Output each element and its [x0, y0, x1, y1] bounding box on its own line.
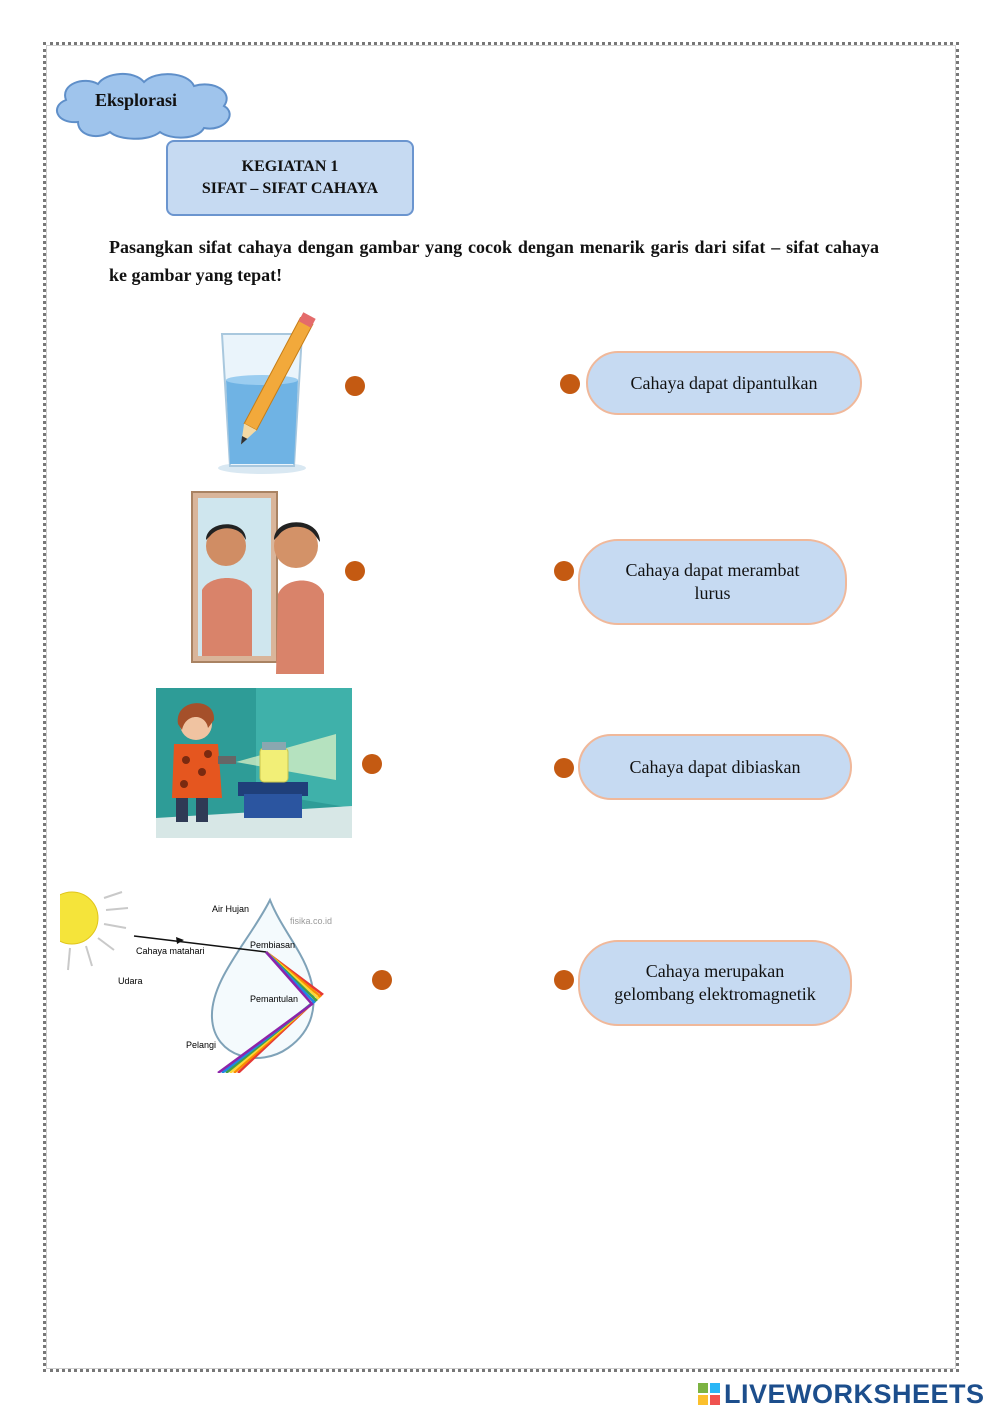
raindrop-rainbow-diagram-icon: [60, 890, 366, 1073]
label-fisika: fisika.co.id: [290, 916, 333, 926]
option-4-dot[interactable]: [554, 970, 574, 990]
option-2-text-line1: Cahaya dapat merambat: [625, 560, 800, 580]
picture-1-dot[interactable]: [345, 376, 365, 396]
option-2-text-line2: lurus: [694, 583, 731, 603]
activity-title: KEGIATAN 1: [241, 158, 339, 175]
label-cahaya-matahari: Cahaya matahari: [136, 946, 205, 956]
picture-2-dot[interactable]: [345, 561, 365, 581]
liveworksheets-logo: [698, 1378, 985, 1410]
option-4-pill: [578, 940, 852, 1026]
activity-title-box: [166, 140, 414, 216]
option-2-pill: [578, 539, 847, 625]
picture-3-dot[interactable]: [362, 754, 382, 774]
boy-looking-in-mirror-icon: [190, 490, 325, 675]
option-4-text-line2: gelombang elektromagnetik: [614, 984, 816, 1004]
liveworksheets-mark-icon: [698, 1383, 720, 1405]
option-3-pill: [578, 734, 852, 800]
pencil-in-water-glass-icon: [210, 302, 320, 477]
option-4-text-line1: Cahaya merupakan: [645, 961, 785, 981]
label-pelangi: Pelangi: [186, 1040, 217, 1050]
label-pemantulan: Pemantulan: [250, 994, 299, 1004]
instruction-text: Pasangkan sifat cahaya dengan gambar yang cocok dengan menarik garis dari sifat – sifat cahaya ke gambar yang tepat!: [109, 237, 879, 285]
activity-subtitle: SIFAT – SIFAT CAHAYA: [201, 180, 379, 197]
option-3-text: Cahaya dapat dibiaskan: [629, 756, 801, 777]
option-1-pill: [586, 351, 862, 415]
option-1-dot[interactable]: [560, 374, 580, 394]
section-label: Eksplorasi: [94, 90, 178, 110]
picture-4-dot[interactable]: [372, 970, 392, 990]
option-3-dot[interactable]: [554, 758, 574, 778]
label-pembiasan: Pembiasan: [250, 940, 296, 950]
label-udara: Udara: [118, 976, 143, 986]
brand-name: LIVEWORKSHEETS: [724, 1378, 985, 1409]
option-1-text: Cahaya dapat dipantulkan: [630, 372, 818, 393]
option-2-dot[interactable]: [554, 561, 574, 581]
label-air-hujan: Air Hujan: [212, 904, 250, 914]
girl-flashlight-jar-icon: [156, 688, 352, 838]
